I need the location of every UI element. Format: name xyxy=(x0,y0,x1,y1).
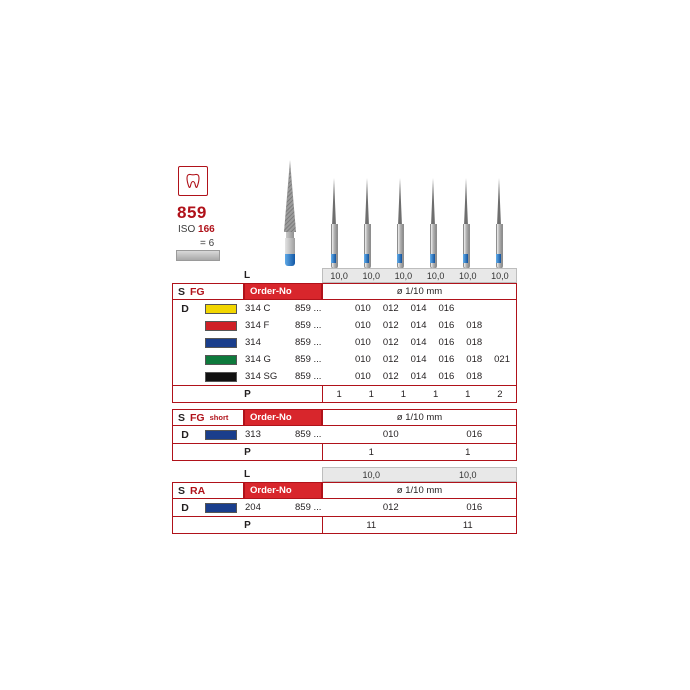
value: 018 xyxy=(466,371,483,382)
bur-small-2 xyxy=(355,178,379,270)
bur-color-band xyxy=(364,254,369,263)
row-name: 204 xyxy=(245,502,261,513)
row-values xyxy=(349,499,516,516)
table-row xyxy=(173,499,516,516)
shank-bar-icon xyxy=(176,250,220,261)
table-row xyxy=(173,334,516,351)
p-values xyxy=(323,444,516,460)
color-code xyxy=(197,300,245,317)
p-value: 2 xyxy=(497,388,503,400)
value xyxy=(460,300,488,317)
shank-name: FG xyxy=(190,411,205,424)
iso-label xyxy=(178,224,215,235)
value: 014 xyxy=(410,354,427,365)
length-header-row xyxy=(172,268,517,283)
bur-color-band xyxy=(285,254,295,266)
p-label: P xyxy=(173,386,323,402)
section-header-fg-short xyxy=(172,409,517,426)
value: 012 xyxy=(382,502,399,513)
color-code xyxy=(197,426,245,443)
value xyxy=(488,368,516,385)
value: 016 xyxy=(438,354,455,365)
bur-large-illustration xyxy=(272,160,308,270)
row-name: 314 F xyxy=(245,320,270,331)
bur-tip xyxy=(332,178,336,226)
d-letter-spacer xyxy=(173,368,197,385)
shank-suffix: short xyxy=(209,413,229,422)
bur-tip xyxy=(431,178,435,226)
shank-name: RA xyxy=(190,484,206,497)
bur-tip xyxy=(365,178,369,226)
row-values xyxy=(349,334,516,351)
value: 016 xyxy=(466,502,483,513)
value: 016 xyxy=(438,371,455,382)
row-name: 313 xyxy=(245,429,261,440)
value: 012 xyxy=(382,303,399,314)
diameter-header: ø 1/10 mm xyxy=(322,409,517,426)
bur-color-band xyxy=(397,254,402,263)
value: 010 xyxy=(382,429,399,440)
p-label: P xyxy=(173,517,323,533)
p-label: P xyxy=(173,444,323,460)
ra-rows xyxy=(172,499,517,516)
p-values xyxy=(323,386,516,402)
p-value: 1 xyxy=(368,446,374,458)
diameter-header: ø 1/10 mm xyxy=(322,283,517,300)
p-value: 11 xyxy=(462,519,473,531)
table-row xyxy=(173,317,516,334)
d-letter: D xyxy=(181,501,189,514)
p-value: 1 xyxy=(400,388,407,400)
row-values xyxy=(349,368,516,385)
length-values xyxy=(322,268,517,283)
iso-value: 166 xyxy=(198,224,215,235)
row-order-code: 859 ... xyxy=(295,354,322,365)
value: 012 xyxy=(382,354,399,365)
row-name: 314 C xyxy=(245,303,271,314)
bur-tip xyxy=(497,178,501,226)
p-value: 1 xyxy=(368,388,374,400)
pack-quantity: = 6 xyxy=(200,238,215,249)
row-order-code: 859 ... xyxy=(295,502,322,513)
shank-letter: S xyxy=(178,285,186,298)
p-values xyxy=(323,517,516,533)
value: 010 xyxy=(354,354,371,365)
d-letter-spacer xyxy=(173,351,197,368)
bur-color-band xyxy=(430,254,435,263)
table-row xyxy=(173,351,516,368)
d-letter-spacer xyxy=(173,317,197,334)
p-value: 1 xyxy=(336,388,342,400)
value: 014 xyxy=(410,320,427,331)
color-code xyxy=(197,317,245,334)
length-value: 10,0 xyxy=(458,469,477,480)
color-chip xyxy=(205,372,237,382)
value: 014 xyxy=(410,371,427,382)
value: 010 xyxy=(354,371,371,382)
length-value: 10,0 xyxy=(362,469,381,480)
value: 010 xyxy=(354,337,371,348)
fg-rows xyxy=(172,300,517,385)
specification-table xyxy=(172,268,517,534)
row-name: 314 G xyxy=(245,354,271,365)
color-chip xyxy=(205,355,237,365)
p-value: 11 xyxy=(366,519,377,531)
row-name: 314 SG xyxy=(245,371,278,382)
order-no-header: Order-No xyxy=(244,482,322,499)
color-chip xyxy=(205,321,237,331)
length-value: 10,0 xyxy=(459,270,477,281)
d-letter: D xyxy=(181,302,189,315)
shank-type-fg xyxy=(172,283,244,300)
table-row xyxy=(173,426,516,443)
color-code xyxy=(197,351,245,368)
row-values xyxy=(349,351,516,368)
shank-letter: S xyxy=(178,484,186,497)
value xyxy=(488,300,516,317)
length-value: 10,0 xyxy=(491,270,509,281)
value: 021 xyxy=(494,354,510,365)
bur-tip xyxy=(398,178,402,226)
color-chip xyxy=(205,503,237,513)
row-values xyxy=(349,317,516,334)
value: 016 xyxy=(466,429,483,440)
shank-type-ra xyxy=(172,482,244,499)
length-label: L xyxy=(243,469,251,480)
section-header-fg xyxy=(172,283,517,300)
value: 014 xyxy=(410,303,427,314)
shank-letter: S xyxy=(178,411,186,424)
row-order-code: 859 ... xyxy=(295,320,322,331)
value: 012 xyxy=(382,337,399,348)
bur-color-band xyxy=(496,254,501,263)
bur-small-1 xyxy=(322,178,346,270)
tooth-icon xyxy=(178,166,208,196)
bur-color-band xyxy=(463,254,468,263)
bur-tip xyxy=(464,178,468,226)
shank-type-fg-short xyxy=(172,409,244,426)
bur-size-row xyxy=(322,178,517,270)
color-chip xyxy=(205,338,237,348)
value: 016 xyxy=(438,303,455,314)
value xyxy=(488,317,516,334)
p-value: 1 xyxy=(465,388,471,400)
diameter-header: ø 1/10 mm xyxy=(322,482,517,499)
length-value: 10,0 xyxy=(330,270,348,281)
section-header-ra xyxy=(172,482,517,499)
d-letter-spacer xyxy=(173,334,197,351)
d-letter: D xyxy=(181,428,189,441)
bur-small-4 xyxy=(421,178,445,270)
packaging-row-fg xyxy=(172,385,517,403)
row-order-code: 859 ... xyxy=(295,429,322,440)
fg-short-rows xyxy=(172,426,517,443)
iso-text: ISO xyxy=(178,224,196,235)
bur-color-band xyxy=(331,254,336,263)
row-name: 314 xyxy=(245,337,261,348)
length-header-row-ra xyxy=(172,467,517,482)
length-label: L xyxy=(243,270,251,281)
color-chip xyxy=(205,430,237,440)
bur-small-3 xyxy=(388,178,412,270)
row-order-code: 859 ... xyxy=(295,371,322,382)
value: 018 xyxy=(466,320,483,331)
value: 010 xyxy=(354,320,371,331)
shank-name: FG xyxy=(190,285,205,298)
value: 012 xyxy=(382,320,399,331)
p-value: 1 xyxy=(465,446,471,458)
row-order-code: 859 ... xyxy=(295,337,322,348)
packaging-row-ra xyxy=(172,516,517,534)
bur-small-5 xyxy=(454,178,478,270)
packaging-row-fg-short xyxy=(172,443,517,461)
row-values xyxy=(349,426,516,443)
value xyxy=(488,334,516,351)
p-value: 1 xyxy=(432,388,439,400)
length-values xyxy=(322,467,517,482)
row-values xyxy=(349,300,516,317)
value: 016 xyxy=(438,337,455,348)
color-code xyxy=(197,499,245,516)
table-row xyxy=(173,300,516,317)
value: 010 xyxy=(354,303,371,314)
length-value: 10,0 xyxy=(362,270,381,281)
color-code xyxy=(197,368,245,385)
length-value: 10,0 xyxy=(426,270,445,281)
row-order-code: 859 ... xyxy=(295,303,322,314)
color-code xyxy=(197,334,245,351)
value: 014 xyxy=(410,337,427,348)
product-code: 859 xyxy=(177,203,207,222)
length-value: 10,0 xyxy=(394,270,413,281)
table-row xyxy=(173,368,516,385)
value: 018 xyxy=(466,354,483,365)
order-no-header: Order-No xyxy=(244,283,322,300)
illustration-block xyxy=(172,160,517,270)
bur-small-6 xyxy=(487,178,511,270)
order-no-header: Order-No xyxy=(244,409,322,426)
color-chip xyxy=(205,304,237,314)
value: 012 xyxy=(382,371,399,382)
value: 018 xyxy=(466,337,483,348)
value: 016 xyxy=(438,320,455,331)
